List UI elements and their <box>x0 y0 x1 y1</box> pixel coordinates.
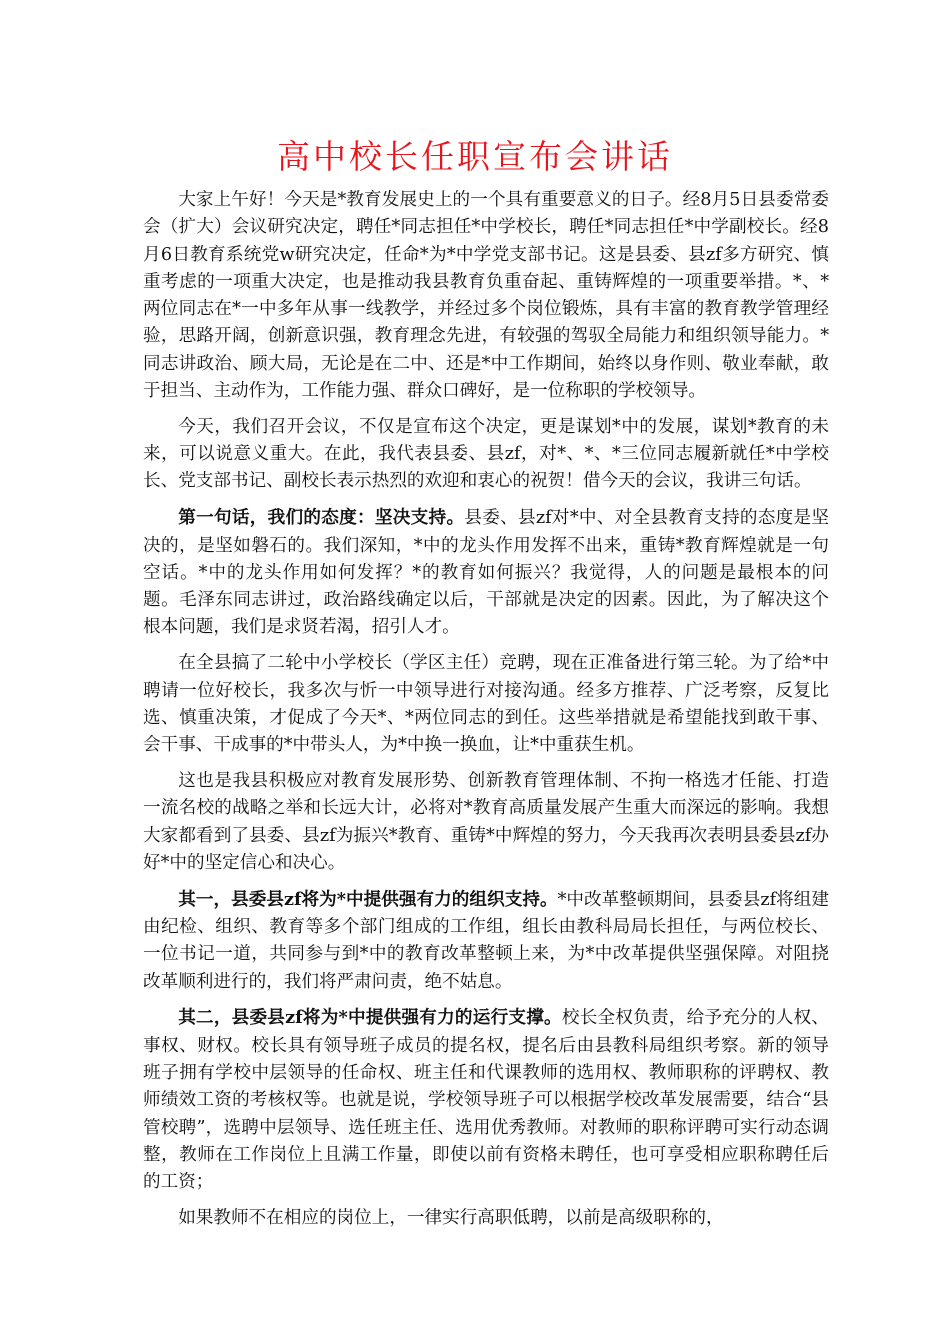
paragraph <box>143 1004 829 1196</box>
paragraph-text: 县委、县zf对*中、对全县教育支持的态度是坚决的，是坚如磐石的。我们深知，*中的龙头作用发挥不出来，重铸*教育辉煌就是一句空话。*中的龙头作用如何发挥？*的教育如何振兴？我觉得，人的问题是最根本的问题。毛泽东同志讲过，政治路线确定以后，干部就是决定的因素。因此，为了解决这个根本问题，我们是求贤若渴，招引人才。 <box>143 508 829 638</box>
paragraph-text: 校长全权负责，给予充分的人权、事权、财权。校长具有领导班子成员的提名权，提名后由县教科局组织考察。新的领导班子拥有学校中层领导的任命权、班主任和代课教师的选用权、教师职称的评聘权、教师绩效工资的考核权等。也就是说，学校领导班子可以根据学校改革发展需要，结合“县管校聘”，选聘中层领导、选任班主任、选用优秀教师。对教师的职称评聘可实行动态调整，教师在工作岗位上且满工作量，即使以前有资格未聘任，也可享受相应职称聘任后的工资； <box>143 1008 829 1193</box>
paragraph-text: 大家上午好！今天是*教育发展史上的一个具有重要意义的日子。经8月5日县委常委会（扩大）会议研究决定，聘任*同志担任*中学校长，聘任*同志担任*中学副校长。经8月6日教育系统党w研究决定，任命*为*中学党支部书记。这是县委、县zf多方研究、慎重考虑的一项重大决定，也是推动我县教育负重奋起、重铸辉煌的一项重要举措。*、*两位同志在*一中多年从事一线教学，并经过多个岗位锻炼，具有丰富的教育教学管理经验，思路开阔，创新意识强，教育理念先进，有较强的驾驭全局能力和组织领导能力。*同志讲政治、顾大局，无论是在二中、还是*中工作期间，始终以身作则、敬业奉献，敢于担当、主动作为，工作能力强、群众口碑好，是一位称职的学校领导。 <box>143 190 829 402</box>
paragraph <box>143 187 829 405</box>
paragraph-text: 这也是我县积极应对教育发展形势、创新教育管理体制、不拘一格选才任能、打造一流名校的战略之举和长远大计，必将对*教育高质量发展产生重大而深远的影响。我想大家都看到了县委、县zf为振兴*教育、重铸*中辉煌的努力，今天我再次表明县委县zf办好*中的坚定信心和决心。 <box>143 770 829 873</box>
paragraph-lead: 其二，县委县zf将为*中提供强有力的运行支撑。 <box>178 1007 562 1029</box>
paragraph <box>143 414 829 496</box>
paragraph-text: 今天，我们召开会议，不仅是宣布这个决定，更是谋划*中的发展，谋划*教育的未来，可以说意义重大。在此，我代表县委、县zf，对*、*、*三位同志履新就任*中学校长、党支部书记、副校长表示热烈的欢迎和衷心的祝贺！借今天的会议，我讲三句话。 <box>143 416 829 492</box>
document-body <box>143 187 829 1241</box>
paragraph <box>143 768 829 877</box>
paragraph-text: 如果教师不在相应的岗位上，一律实行高职低聘，以前是高级职称的， <box>178 1207 724 1228</box>
document-title: 高中校长任职宣布会讲话 <box>277 137 673 176</box>
paragraph-text: *中改革整顿期间，县委县zf将组建由纪检、组织、教育等多个部门组成的工作组，组长由教科局局长担任，与两位校长、一位书记一道，共同参与到*中的教育改革整顿上来，为*中改革提供坚强保障。对阻挠改革顺利进行的，我们将严肃问责，绝不姑息。 <box>143 889 829 992</box>
paragraph <box>143 886 829 996</box>
paragraph-lead: 第一句话，我们的态度：坚决支持。 <box>178 507 465 529</box>
paragraph <box>143 650 829 759</box>
paragraph <box>143 1205 829 1232</box>
paragraph-lead: 其一，县委县zf将为*中提供强有力的组织支持。 <box>178 888 558 910</box>
paragraph-text: 在全县搞了二轮中小学校长（学区主任）竞聘，现在正准备进行第三轮。为了给*中聘请一位好校长，我多次与忻一中领导进行对接沟通。经多方推荐、广泛考察，反复比选、慎重决策，才促成了今天*、*两位同志的到任。这些举措就是希望能找到敢干事、会干事、干成事的*中带头人，为*中换一换血，让*中重获生机。 <box>143 653 829 756</box>
paragraph <box>143 504 829 641</box>
